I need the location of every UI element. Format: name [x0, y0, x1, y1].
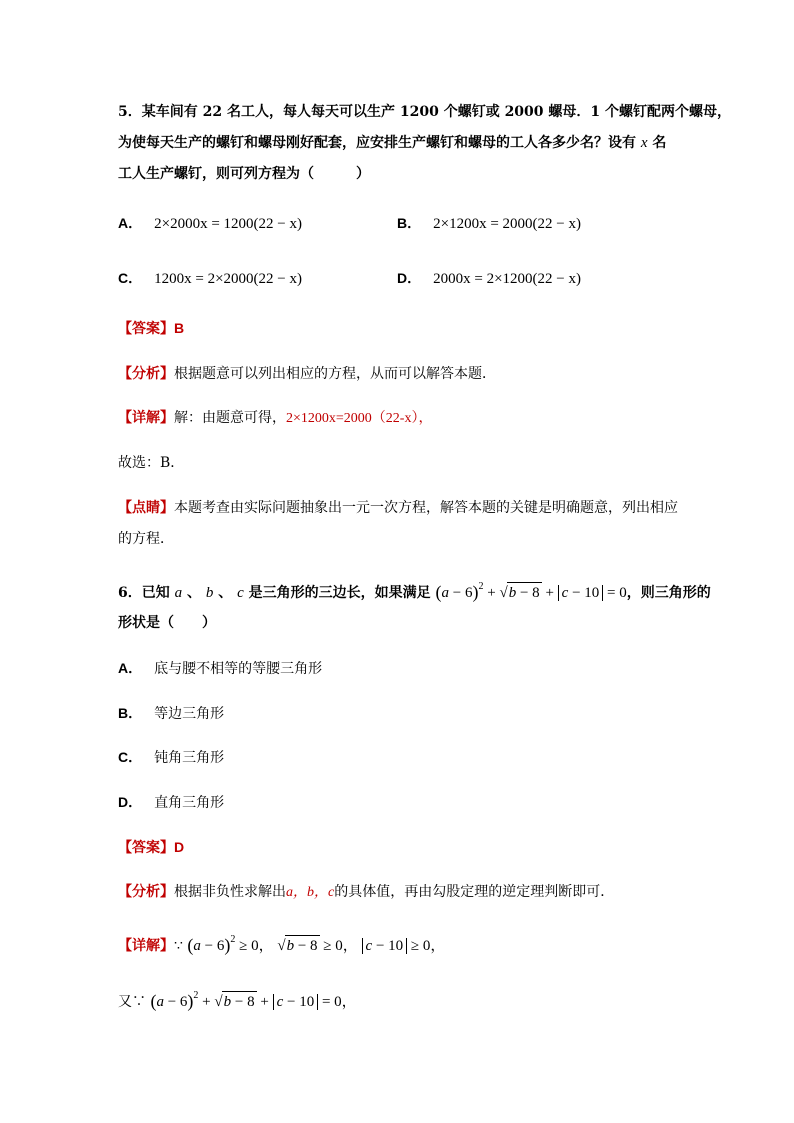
q6-option-c-text: 钝角三角形: [154, 750, 225, 766]
q5-conclusion: [118, 453, 184, 473]
q5-option-d-label: D．: [397, 270, 422, 286]
q5-option-c[interactable]: [118, 268, 302, 289]
q5-var-x: x: [640, 135, 648, 151]
q5-text-line1: 某车间有 22 名工人，每人每天可以生产 1200 个螺钉或 2000 螺母．1 个螺钉配两个螺母，: [141, 104, 732, 120]
q6-mid: 是三角形的三边长，如果满足: [248, 585, 431, 601]
q6-option-b[interactable]: [118, 703, 224, 724]
q6-var-a: a: [174, 585, 183, 601]
q5-line2: [118, 133, 666, 153]
q6-also-formula: $(a - 6)^2 + √b - 8 + c - 10 = 0$，: [150, 990, 357, 1011]
q6-line2: [118, 613, 216, 633]
q6-detail: [118, 930, 445, 956]
q6-sep-1: 、: [187, 585, 201, 601]
q6-analysis-post: 的具体值，再由勾股定理的逆定理判断即可．: [334, 884, 615, 900]
q5-analysis-tag: 【分析】: [118, 366, 174, 382]
q6-option-d[interactable]: [118, 792, 224, 813]
q6-option-a[interactable]: [118, 658, 322, 679]
q6-var-c: c: [237, 585, 244, 601]
q6-sep-2: 、: [218, 585, 233, 601]
q6-because: ∵: [174, 938, 183, 954]
q6-option-c[interactable]: [118, 747, 224, 768]
q5-comment-text2: 的方程．: [118, 531, 174, 547]
q5-answer-tag: 【答案】: [118, 321, 174, 337]
q6-text-line2: 形状是（ ）: [118, 615, 216, 631]
q5-detail-equation: 2×1200x=2000（22-x），: [286, 411, 433, 426]
q5-comment-line1: [118, 498, 678, 518]
q5-comment-text1: 本题考查由实际问题抽象出一元一次方程，解答本题的关键是明确题意，列出相应: [174, 500, 678, 516]
q5-line3: [118, 164, 370, 184]
q6-option-b-text: 等边三角形: [154, 706, 225, 722]
q6-answer-tag: 【答案】: [118, 840, 174, 856]
q6-number: 6．: [118, 585, 142, 601]
q5-option-b[interactable]: [397, 213, 581, 234]
q5-conclusion-text: 故选：B．: [118, 455, 185, 471]
q5-comment-line2: [118, 529, 174, 549]
q6-option-a-label: A．: [118, 660, 143, 676]
q6-analysis: [118, 882, 614, 903]
q5-option-d[interactable]: [397, 268, 581, 289]
q6-condition-formula: $(a - 6)^2 + √b - 8 + c - 10 = 0$: [435, 581, 627, 602]
q5-detail: [118, 408, 432, 429]
q6-option-c-label: C．: [118, 749, 143, 765]
q6-suffix: ，则三角形的: [626, 585, 711, 601]
q5-answer: [118, 318, 184, 339]
q6-also: [118, 986, 357, 1012]
q5-option-d-expr: 2000x = 2×1200(22 − x): [433, 271, 581, 287]
q5-comment-tag: 【点睛】: [118, 500, 174, 516]
q5-text-line2-end: 名: [652, 135, 667, 151]
q5-option-c-expr: 1200x = 2×2000(22 − x): [154, 271, 302, 287]
q6-line1: [118, 577, 711, 603]
q6-analysis-tag: 【分析】: [118, 884, 174, 900]
q6-answer-value: D: [174, 839, 185, 855]
q5-option-c-label: C．: [118, 270, 143, 286]
q5-text-line2: 为使每天生产的螺钉和螺母刚好配套，应安排生产螺钉和螺母的工人各多少名？设有: [118, 135, 636, 151]
q6-also-text: 又∵: [118, 994, 146, 1010]
q6-option-d-text: 直角三角形: [154, 795, 225, 811]
q5-option-b-label: B．: [397, 215, 422, 231]
q6-detail-formula: $(a - 6)^2 \ge 0$， √b − 8 ≥ 0， c − 10 ≥ 0，: [187, 934, 446, 955]
q6-analysis-vars: a，b，c: [286, 885, 335, 900]
q6-option-d-label: D．: [118, 794, 143, 810]
q5-analysis: [118, 364, 496, 384]
q6-option-a-text: 底与腰不相等的等腰三角形: [154, 661, 323, 677]
q5-option-b-expr: 2×1200x = 2000(22 − x): [433, 216, 581, 232]
q5-answer-value: B: [174, 320, 185, 336]
q6-answer: [118, 837, 184, 858]
q5-analysis-text: 根据题意可以列出相应的方程，从而可以解答本题．: [174, 366, 496, 382]
q5-detail-text: 解：由题意可得，: [174, 410, 286, 426]
q6-var-b: b: [205, 585, 214, 601]
q5-option-a-label: A．: [118, 215, 143, 231]
q5-line1: [118, 102, 731, 122]
q6-prefix: 已知: [141, 585, 170, 601]
q5-detail-tag: 【详解】: [118, 410, 174, 426]
q5-number: 5．: [118, 104, 142, 120]
q5-option-a-expr: 2×2000x = 1200(22 − x): [154, 216, 302, 232]
q6-option-b-label: B．: [118, 705, 143, 721]
q5-text-line3: 工人生产螺钉，则可列方程为（ ）: [118, 166, 370, 182]
q5-option-a[interactable]: [118, 213, 302, 234]
q6-analysis-pre: 根据非负性求解出: [174, 884, 286, 900]
q6-detail-tag: 【详解】: [118, 938, 174, 954]
